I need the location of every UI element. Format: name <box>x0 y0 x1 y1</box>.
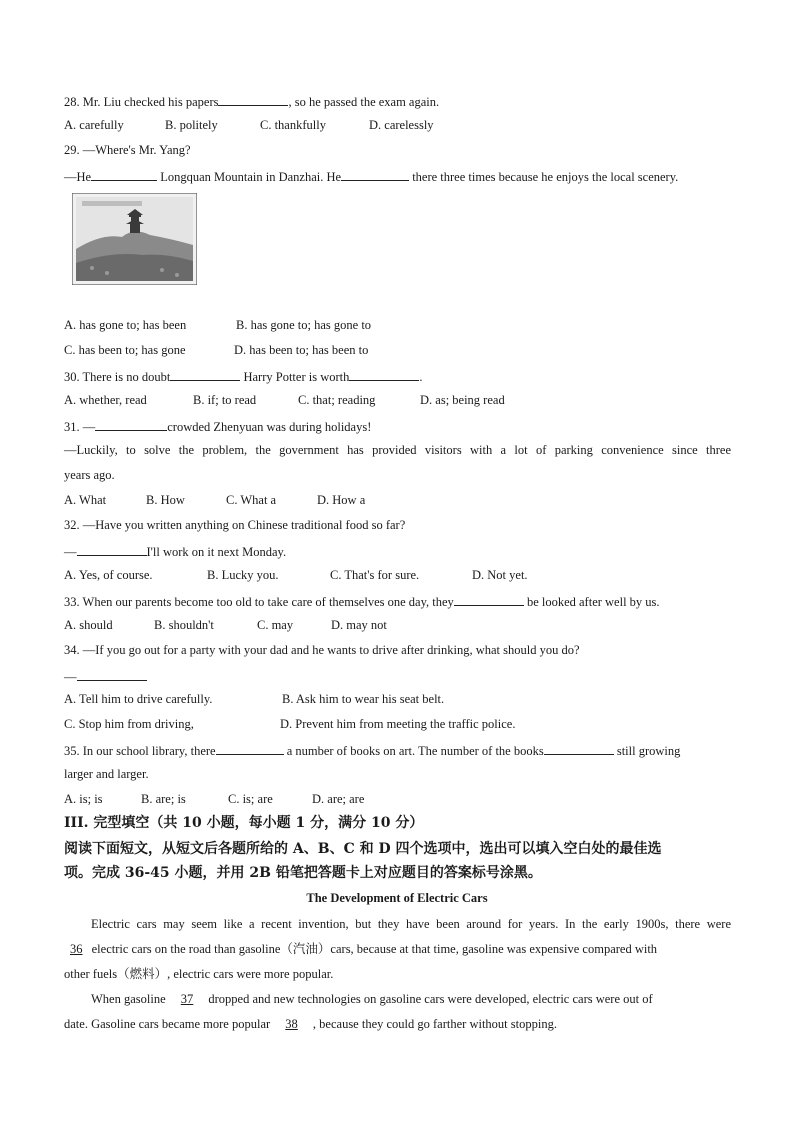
passage-p1-line-2 <box>64 941 657 957</box>
q30-stem-text: 30. There is no doubt <box>64 370 171 384</box>
passage-p1-line-1: Electric cars may seem like a recent invention, but they have been around for years. In the early 1900s, there were <box>91 917 731 931</box>
q35-stem-text-3: still growing <box>613 744 681 758</box>
q29-blank-2[interactable] <box>341 167 409 181</box>
passage-p1-line-2-text: electric cars on the road than gasoline（汽油）cars, because at that time, gasoline was expensive compared with <box>88 942 658 956</box>
q28-stem-text: 28. Mr. Liu checked his papers <box>64 95 219 109</box>
q35-option-b[interactable]: B. are; is <box>141 792 186 806</box>
q35-blank-1[interactable] <box>216 741 284 755</box>
q33-stem-text: 33. When our parents become too old to take care of themselves one day, they <box>64 595 454 609</box>
q28-stem <box>64 92 439 110</box>
q34-reply <box>64 667 147 685</box>
q30-blank-1[interactable] <box>170 367 240 381</box>
q29-blank-1[interactable] <box>91 167 157 181</box>
q33-option-c[interactable]: C. may <box>257 618 294 632</box>
q30-stem-text-2: Harry Potter is worth <box>240 370 350 384</box>
q34-blank[interactable] <box>77 667 147 681</box>
q32-option-d[interactable]: D. Not yet. <box>472 568 528 582</box>
passage-p2-line-2 <box>64 1016 557 1032</box>
q35-stem-line-2: larger and larger. <box>64 767 149 781</box>
q32-reply-text: — <box>64 545 77 559</box>
section-heading: III. 完型填空（共 10 小题，每小题 1 分，满分 10 分） <box>64 815 424 831</box>
q32-option-b[interactable]: B. Lucky you. <box>207 568 279 582</box>
section-instructions-line-2: 项。完成 36-45 小题，并用 2B 铅笔把答题卡上对应题目的答案标号涂黑。 <box>64 865 542 881</box>
q35-blank-2[interactable] <box>544 741 614 755</box>
q33-option-a[interactable]: A. should <box>64 618 113 632</box>
q31-stem-text-2: crowded Zhenyuan was during holidays! <box>167 420 372 434</box>
passage-p2-text-2: dropped and new technologies on gasoline cars were developed, electric cars were out of <box>205 992 653 1006</box>
q31-stem <box>64 417 371 435</box>
q31-reply-line-2: years ago. <box>64 468 115 482</box>
q28-option-b[interactable]: B. politely <box>165 118 218 132</box>
q33-stem-text-2: be looked after well by us. <box>523 595 660 609</box>
passage-p2-line-2-text-2: , because they could go farther without stopping. <box>309 1017 557 1031</box>
blank-36[interactable]: 36 <box>70 942 83 956</box>
q32-stem: 32. —Have you written anything on Chinese traditional food so far? <box>64 518 406 532</box>
q31-reply-line-1: —Luckily, to solve the problem, the government has provided visitors with a lot of parking convenience since three <box>64 443 731 457</box>
q31-option-c[interactable]: C. What a <box>226 493 277 507</box>
q29-option-b[interactable]: B. has gone to; has gone to <box>236 318 372 332</box>
blank-38[interactable]: 38 <box>285 1017 298 1031</box>
q34-option-d[interactable]: D. Prevent him from meeting the traffic police. <box>280 717 516 731</box>
q29-stem: 29. —Where's Mr. Yang? <box>64 143 191 157</box>
q33-option-d[interactable]: D. may not <box>331 618 387 632</box>
q35-option-c[interactable]: C. is; are <box>228 792 273 806</box>
q32-option-c[interactable]: C. That's for sure. <box>330 568 420 582</box>
q30-option-a[interactable]: A. whether, read <box>64 393 147 407</box>
q32-reply <box>64 542 286 560</box>
q30-stem <box>64 367 423 385</box>
q29-option-d[interactable]: D. has been to; has been to <box>234 343 369 357</box>
q33-stem <box>64 592 660 610</box>
q34-option-c[interactable]: C. Stop him from driving, <box>64 717 194 731</box>
q33-blank[interactable] <box>454 592 524 606</box>
blank-37[interactable]: 37 <box>180 992 194 1006</box>
q32-blank[interactable] <box>77 542 147 556</box>
q30-option-d[interactable]: D. as; being read <box>420 393 505 407</box>
q28-option-a[interactable]: A. carefully <box>64 118 124 132</box>
q31-option-d[interactable]: D. How a <box>317 493 366 507</box>
q30-stem-text-3: . <box>419 370 423 384</box>
q30-option-b[interactable]: B. if; to read <box>193 393 257 407</box>
q28-blank[interactable] <box>218 92 288 106</box>
q31-blank[interactable] <box>95 417 167 431</box>
q34-stem: 34. —If you go out for a party with your dad and he wants to drive after drinking, what should you do? <box>64 643 580 657</box>
q30-blank-2[interactable] <box>349 367 419 381</box>
passage-p2-line-2-text: date. Gasoline cars became more popular <box>64 1017 274 1031</box>
q31-option-b[interactable]: B. How <box>146 493 185 507</box>
passage-title: The Development of Electric Cars <box>306 891 488 905</box>
q32-option-a[interactable]: A. Yes, of course. <box>64 568 153 582</box>
q34-option-b[interactable]: B. Ask him to wear his seat belt. <box>282 692 445 706</box>
q29-reply-text-2: Longquan Mountain in Danzhai. He <box>157 170 342 184</box>
q35-stem <box>64 741 680 759</box>
q34-option-a[interactable]: A. Tell him to drive carefully. <box>64 692 213 706</box>
section-instructions-line-1: 阅读下面短文，从短文后各题所给的 A、B、C 和 D 四个选项中，选出可以填入空白处的最佳选 <box>64 841 662 857</box>
q32-reply-text-2: I'll work on it next Monday. <box>146 545 287 559</box>
q29-reply <box>64 167 678 185</box>
q31-stem-text: 31. — <box>64 420 96 434</box>
q35-option-d[interactable]: D. are; are <box>312 792 365 806</box>
q29-reply-text: —He <box>64 170 92 184</box>
q29-option-a[interactable]: A. has gone to; has been <box>64 318 187 332</box>
passage-p2-text: When gasoline <box>91 992 169 1006</box>
q35-option-a[interactable]: A. is; is <box>64 792 103 806</box>
passage-p2-line-1 <box>91 991 653 1007</box>
q34-reply-text: — <box>64 670 77 684</box>
q29-reply-text-3: there three times because he enjoys the local scenery. <box>409 170 679 184</box>
q28-option-d[interactable]: D. carelessly <box>369 118 434 132</box>
q28-stem-text-2: , so he passed the exam again. <box>288 95 440 109</box>
longquan-mountain-photo <box>72 193 197 285</box>
q33-option-b[interactable]: B. shouldn't <box>154 618 214 632</box>
q28-option-c[interactable]: C. thankfully <box>260 118 326 132</box>
q29-option-c[interactable]: C. has been to; has gone <box>64 343 186 357</box>
q35-stem-text: 35. In our school library, there <box>64 744 216 758</box>
q35-stem-text-2: a number of books on art. The number of the books <box>283 744 544 758</box>
q31-option-a[interactable]: A. What <box>64 493 107 507</box>
q30-option-c[interactable]: C. that; reading <box>298 393 376 407</box>
passage-p1-line-3: other fuels（燃料）, electric cars were more popular. <box>64 967 334 981</box>
